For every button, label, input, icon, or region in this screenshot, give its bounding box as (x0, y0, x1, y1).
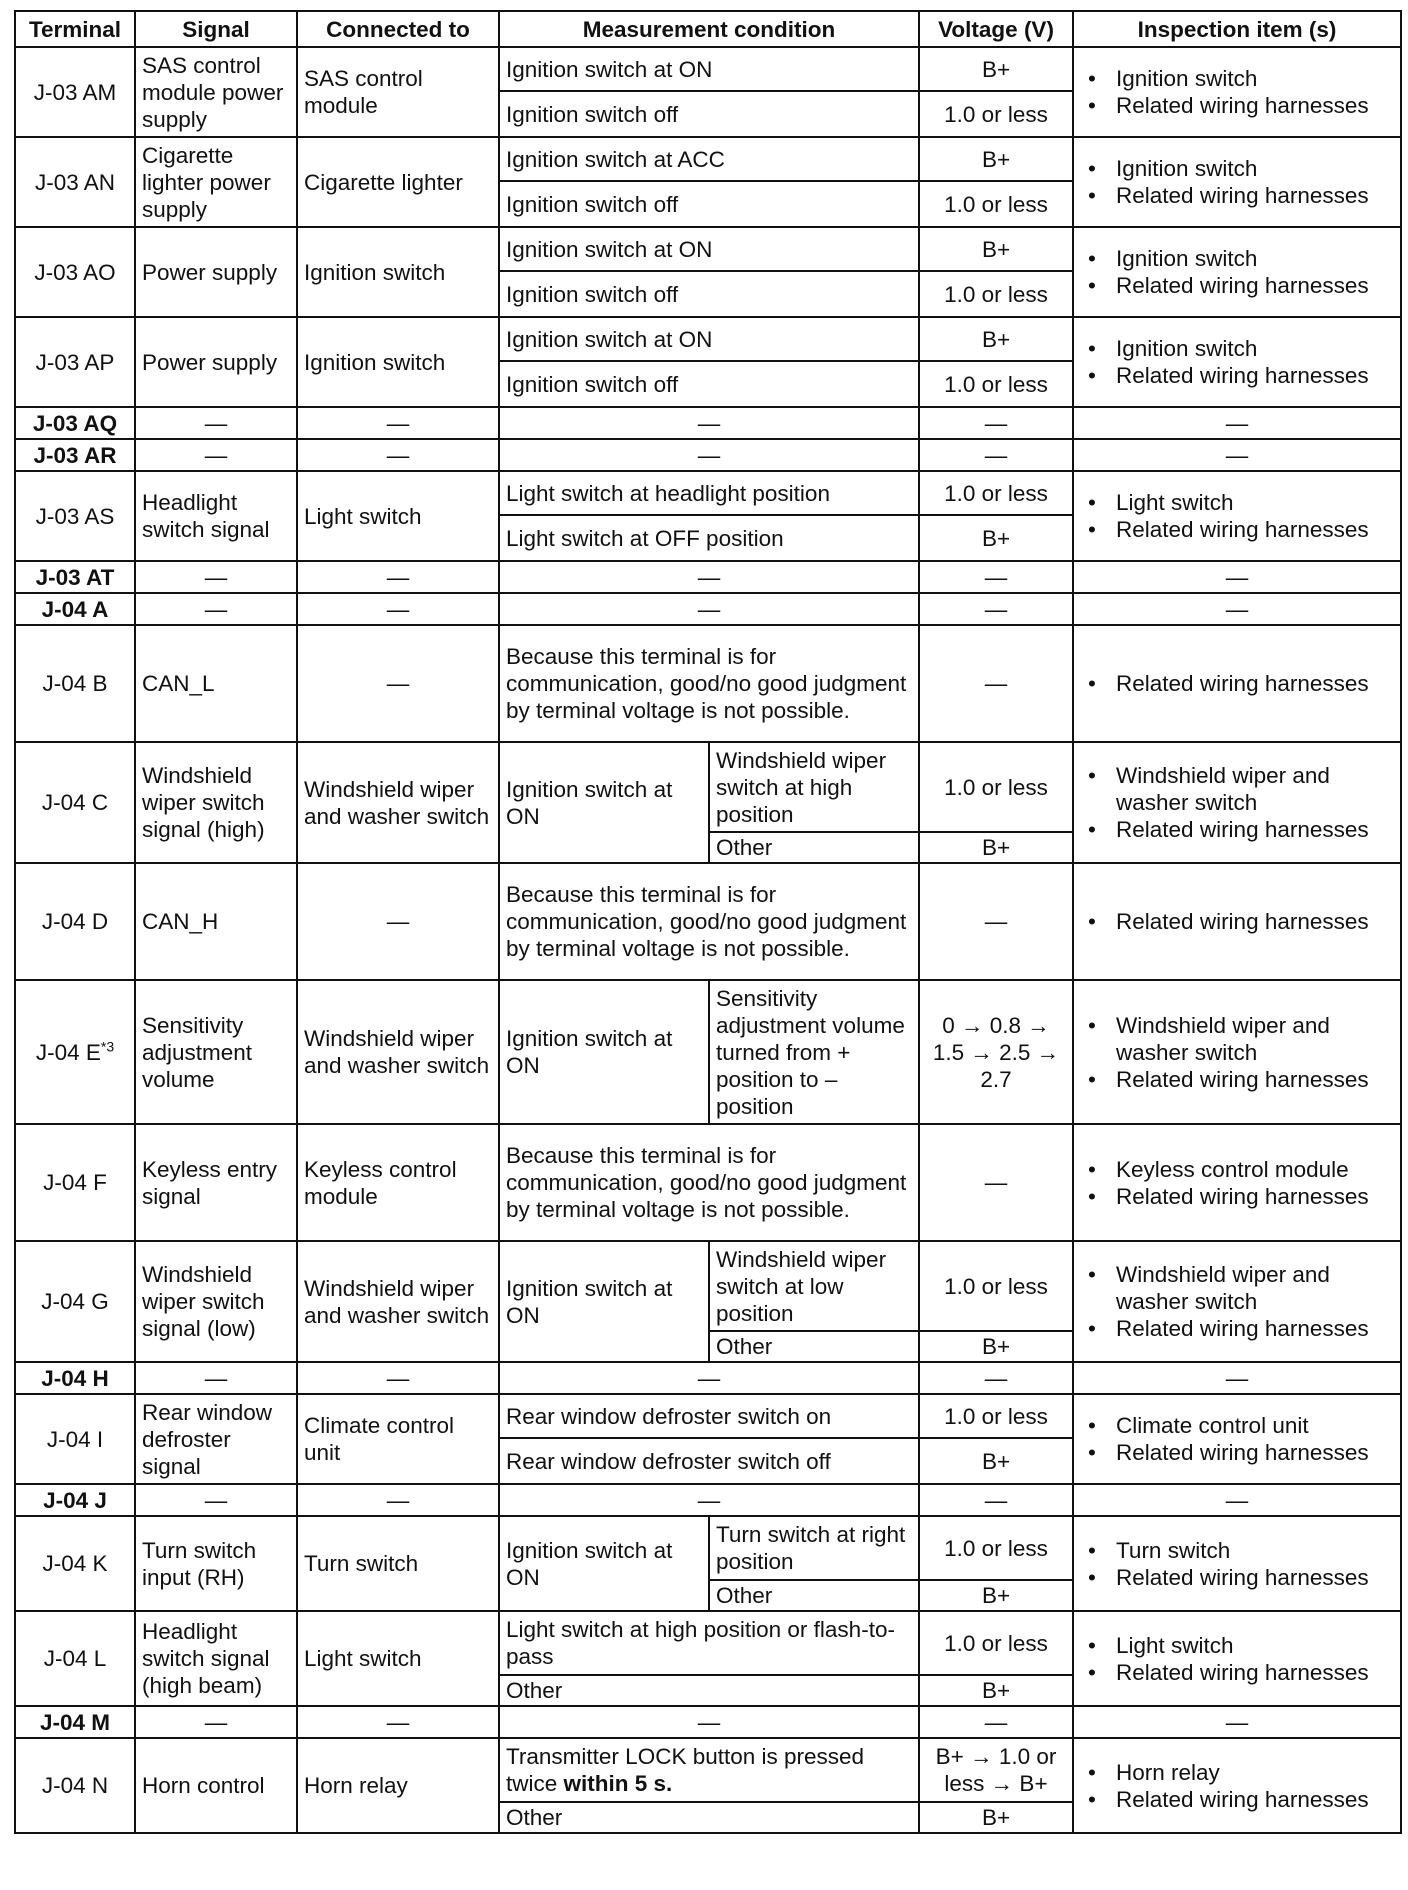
condition-cell: Because this terminal is for communication, good/no good judgment by terminal voltage is not possible. (499, 625, 919, 742)
condition-cell: — (499, 561, 919, 593)
terminal-cell (15, 980, 135, 1124)
connected-cell: — (297, 439, 499, 471)
voltage-cell: B+ (919, 227, 1073, 271)
condition-main-cell: Ignition switch at ON (499, 742, 709, 863)
condition-cell: — (499, 1362, 919, 1394)
voltage-cell: B+ (919, 515, 1073, 561)
connected-cell: Windshield wiper and washer switch (297, 980, 499, 1124)
voltage-cell: B+ (919, 1580, 1073, 1611)
condition-emphasis: within 5 s. (563, 1771, 673, 1796)
condition-sub-cell: Windshield wiper switch at high position (709, 742, 919, 832)
terminal-cell: J-04 L (15, 1611, 135, 1706)
table-row (15, 227, 1401, 271)
table-row (15, 1706, 1401, 1738)
signal-cell: CAN_L (135, 625, 297, 742)
inspection-cell: — (1073, 1706, 1401, 1738)
inspection-item: • Windshield wiper and washer switch (1116, 1261, 1394, 1315)
condition-cell: — (499, 1484, 919, 1516)
condition-cell: Ignition switch off (499, 91, 919, 137)
connected-cell: Climate control unit (297, 1394, 499, 1484)
connected-cell: — (297, 863, 499, 980)
voltage-cell: B+ (919, 47, 1073, 91)
voltage-cell: B+ (919, 1438, 1073, 1484)
voltage-cell: 1.0 or less (919, 181, 1073, 227)
inspection-item: • Related wiring harnesses (1116, 1439, 1394, 1466)
header-voltage: Voltage (V) (919, 11, 1073, 47)
inspection-item: • Keyless control module (1116, 1156, 1394, 1183)
inspection-item: • Horn relay (1116, 1759, 1394, 1786)
signal-cell: Sensitivity adjustment volume (135, 980, 297, 1124)
header-connected-to: Connected to (297, 11, 499, 47)
table-row (15, 1394, 1401, 1438)
table-row (15, 1241, 1401, 1331)
connected-cell: Cigarette lighter (297, 137, 499, 227)
condition-cell: — (499, 593, 919, 625)
signal-cell: — (135, 407, 297, 439)
condition-sub-cell: Other (709, 1331, 919, 1362)
voltage-cell: — (919, 625, 1073, 742)
inspection-cell (1073, 1124, 1401, 1241)
voltage-cell: 1.0 or less (919, 91, 1073, 137)
signal-cell: Keyless entry signal (135, 1124, 297, 1241)
signal-cell: Windshield wiper switch signal (high) (135, 742, 297, 863)
header-terminal: Terminal (15, 11, 135, 47)
inspection-item: • Ignition switch (1116, 335, 1394, 362)
inspection-cell: — (1073, 1484, 1401, 1516)
terminal-cell: J-03 AS (15, 471, 135, 561)
inspection-cell (1073, 1516, 1401, 1611)
inspection-item: • Related wiring harnesses (1116, 182, 1394, 209)
table-row (15, 471, 1401, 515)
condition-cell: Ignition switch at ON (499, 227, 919, 271)
connected-cell: Ignition switch (297, 227, 499, 317)
condition-cell: Light switch at headlight position (499, 471, 919, 515)
inspection-cell (1073, 317, 1401, 407)
voltage-cell: 1.0 or less (919, 271, 1073, 317)
voltage-cell: B+ (919, 832, 1073, 863)
inspection-item: • Related wiring harnesses (1116, 1315, 1394, 1342)
table-row (15, 137, 1401, 181)
connected-cell: Ignition switch (297, 317, 499, 407)
condition-cell: Light switch at high position or flash-to-pass (499, 1611, 919, 1675)
inspection-item: • Related wiring harnesses (1116, 92, 1394, 119)
condition-cell: Other (499, 1675, 919, 1706)
inspection-cell: — (1073, 407, 1401, 439)
connected-cell: Horn relay (297, 1738, 499, 1833)
inspection-item: • Related wiring harnesses (1116, 908, 1394, 935)
inspection-cell (1073, 47, 1401, 137)
signal-cell: Cigarette lighter power supply (135, 137, 297, 227)
signal-cell: SAS control module power supply (135, 47, 297, 137)
voltage-cell: 1.0 or less (919, 1394, 1073, 1438)
voltage-cell: 1.0 or less (919, 742, 1073, 832)
condition-sub-cell: Windshield wiper switch at low position (709, 1241, 919, 1331)
terminal-cell: J-04 G (15, 1241, 135, 1362)
connected-cell: Light switch (297, 471, 499, 561)
condition-main-cell: Ignition switch at ON (499, 1241, 709, 1362)
table-row (15, 1124, 1401, 1241)
terminal-cell: J-03 AT (15, 561, 135, 593)
inspection-cell: — (1073, 593, 1401, 625)
condition-cell: Rear window defroster switch on (499, 1394, 919, 1438)
condition-main-cell: Ignition switch at ON (499, 1516, 709, 1611)
terminal-cell: J-03 AO (15, 227, 135, 317)
table-row (15, 407, 1401, 439)
voltage-cell: 0 → 0.8 → 1.5 → 2.5 → 2.7 (919, 980, 1073, 1124)
condition-cell: — (499, 439, 919, 471)
inspection-item: • Related wiring harnesses (1116, 362, 1394, 389)
terminal-cell: J-04 H (15, 1362, 135, 1394)
terminal-cell: J-03 AN (15, 137, 135, 227)
inspection-cell (1073, 742, 1401, 863)
connected-cell: — (297, 1362, 499, 1394)
inspection-item: • Light switch (1116, 489, 1394, 516)
signal-cell: — (135, 1484, 297, 1516)
condition-cell: — (499, 1706, 919, 1738)
voltage-cell: 1.0 or less (919, 1611, 1073, 1675)
inspection-item: • Related wiring harnesses (1116, 816, 1394, 843)
condition-cell (499, 1738, 919, 1802)
voltage-cell: — (919, 1362, 1073, 1394)
signal-cell: Power supply (135, 227, 297, 317)
inspection-cell: — (1073, 561, 1401, 593)
table-row (15, 1484, 1401, 1516)
connected-cell: SAS control module (297, 47, 499, 137)
inspection-cell (1073, 1394, 1401, 1484)
connected-cell: — (297, 561, 499, 593)
condition-cell: Ignition switch at ACC (499, 137, 919, 181)
condition-cell: Rear window defroster switch off (499, 1438, 919, 1484)
condition-cell: Ignition switch at ON (499, 47, 919, 91)
header-signal: Signal (135, 11, 297, 47)
footnote-marker: *3 (100, 1038, 115, 1054)
voltage-cell: — (919, 1124, 1073, 1241)
table-row (15, 1611, 1401, 1675)
connected-cell: Light switch (297, 1611, 499, 1706)
voltage-cell: — (919, 407, 1073, 439)
terminal-voltage-table (14, 10, 1402, 1834)
connected-cell: Keyless control module (297, 1124, 499, 1241)
voltage-cell: — (919, 1484, 1073, 1516)
voltage-cell: — (919, 561, 1073, 593)
condition-cell: — (499, 407, 919, 439)
table-row (15, 561, 1401, 593)
connected-cell: Turn switch (297, 1516, 499, 1611)
table-row (15, 47, 1401, 91)
table-row (15, 439, 1401, 471)
voltage-cell: 1.0 or less (919, 1516, 1073, 1580)
inspection-item: • Ignition switch (1116, 65, 1394, 92)
inspection-item: • Related wiring harnesses (1116, 1659, 1394, 1686)
inspection-item: • Climate control unit (1116, 1412, 1394, 1439)
terminal-cell: J-04 B (15, 625, 135, 742)
inspection-cell (1073, 137, 1401, 227)
inspection-item: • Windshield wiper and washer switch (1116, 762, 1394, 816)
terminal-cell: J-04 N (15, 1738, 135, 1833)
table-row (15, 317, 1401, 361)
signal-cell: — (135, 593, 297, 625)
inspection-item: • Related wiring harnesses (1116, 1066, 1394, 1093)
voltage-cell: 1.0 or less (919, 1241, 1073, 1331)
voltage-cell: B+ (919, 1675, 1073, 1706)
voltage-cell: — (919, 593, 1073, 625)
condition-cell: Ignition switch off (499, 361, 919, 407)
voltage-cell: — (919, 1706, 1073, 1738)
terminal-cell: J-04 F (15, 1124, 135, 1241)
condition-cell: Because this terminal is for communication, good/no good judgment by terminal voltage is not possible. (499, 1124, 919, 1241)
voltage-cell: B+ (919, 137, 1073, 181)
voltage-cell: B+ (919, 317, 1073, 361)
inspection-cell (1073, 227, 1401, 317)
table-row (15, 1362, 1401, 1394)
signal-cell: Windshield wiper switch signal (low) (135, 1241, 297, 1362)
table-row (15, 625, 1401, 742)
inspection-item: • Light switch (1116, 1632, 1394, 1659)
signal-cell: CAN_H (135, 863, 297, 980)
condition-sub-cell: Other (709, 832, 919, 863)
signal-cell: Power supply (135, 317, 297, 407)
connected-cell: — (297, 593, 499, 625)
table-row (15, 593, 1401, 625)
inspection-item: • Turn switch (1116, 1537, 1394, 1564)
voltage-cell: — (919, 863, 1073, 980)
table-row (15, 980, 1401, 1124)
inspection-item: • Ignition switch (1116, 155, 1394, 182)
inspection-cell (1073, 625, 1401, 742)
condition-sub-cell: Turn switch at right position (709, 1516, 919, 1580)
inspection-cell (1073, 980, 1401, 1124)
voltage-cell: — (919, 439, 1073, 471)
header-row (15, 11, 1401, 47)
inspection-cell (1073, 1241, 1401, 1362)
terminal-cell: J-04 J (15, 1484, 135, 1516)
voltage-cell: B+ (919, 1331, 1073, 1362)
connected-cell: Windshield wiper and washer switch (297, 742, 499, 863)
inspection-item: • Related wiring harnesses (1116, 272, 1394, 299)
signal-cell: — (135, 439, 297, 471)
voltage-cell: B+ (919, 1802, 1073, 1833)
signal-cell: Headlight switch signal (high beam) (135, 1611, 297, 1706)
inspection-cell: — (1073, 439, 1401, 471)
signal-cell: — (135, 1362, 297, 1394)
terminal-cell: J-04 I (15, 1394, 135, 1484)
inspection-cell (1073, 863, 1401, 980)
condition-sub-cell: Other (709, 1580, 919, 1611)
inspection-item: • Related wiring harnesses (1116, 1183, 1394, 1210)
terminal-cell: J-03 AR (15, 439, 135, 471)
signal-cell: Horn control (135, 1738, 297, 1833)
signal-cell: Headlight switch signal (135, 471, 297, 561)
inspection-cell (1073, 1611, 1401, 1706)
terminal-cell: J-04 M (15, 1706, 135, 1738)
inspection-item: • Related wiring harnesses (1116, 516, 1394, 543)
connected-cell: — (297, 1706, 499, 1738)
voltage-cell: B+ → 1.0 or less → B+ (919, 1738, 1073, 1802)
table-row (15, 1516, 1401, 1580)
inspection-item: • Related wiring harnesses (1116, 670, 1394, 697)
connected-cell: — (297, 1484, 499, 1516)
table-row (15, 1738, 1401, 1802)
inspection-item: • Windshield wiper and washer switch (1116, 1012, 1394, 1066)
connected-cell: — (297, 625, 499, 742)
terminal-cell: J-04 A (15, 593, 135, 625)
inspection-cell (1073, 1738, 1401, 1833)
terminal-voltage-table-container (14, 10, 1400, 1834)
inspection-item: • Related wiring harnesses (1116, 1786, 1394, 1813)
header-measurement-condition: Measurement condition (499, 11, 919, 47)
table-row (15, 742, 1401, 832)
terminal-label: J-04 E (35, 1039, 101, 1065)
inspection-cell: — (1073, 1362, 1401, 1394)
condition-text: Transmitter LOCK button is pressed twice (506, 1744, 865, 1796)
terminal-cell: J-03 AQ (15, 407, 135, 439)
connected-cell: — (297, 407, 499, 439)
inspection-cell (1073, 471, 1401, 561)
condition-cell: Other (499, 1802, 919, 1833)
terminal-cell: J-04 C (15, 742, 135, 863)
voltage-cell: 1.0 or less (919, 361, 1073, 407)
signal-cell: Turn switch input (RH) (135, 1516, 297, 1611)
connected-cell: Windshield wiper and washer switch (297, 1241, 499, 1362)
condition-main-cell: Ignition switch at ON (499, 980, 709, 1124)
condition-cell: Ignition switch at ON (499, 317, 919, 361)
terminal-cell: J-03 AP (15, 317, 135, 407)
inspection-item: • Ignition switch (1116, 245, 1394, 272)
table-row (15, 863, 1401, 980)
terminal-cell: J-04 D (15, 863, 135, 980)
condition-sub-cell: Sensitivity adjustment volume turned from + position to – position (709, 980, 919, 1124)
condition-cell: Ignition switch off (499, 271, 919, 317)
terminal-cell: J-03 AM (15, 47, 135, 137)
signal-cell: Rear window defroster signal (135, 1394, 297, 1484)
terminal-cell: J-04 K (15, 1516, 135, 1611)
condition-cell: Because this terminal is for communication, good/no good judgment by terminal voltage is not possible. (499, 863, 919, 980)
voltage-cell: 1.0 or less (919, 471, 1073, 515)
signal-cell: — (135, 1706, 297, 1738)
condition-cell: Light switch at OFF position (499, 515, 919, 561)
signal-cell: — (135, 561, 297, 593)
inspection-item: • Related wiring harnesses (1116, 1564, 1394, 1591)
header-inspection-items: Inspection item (s) (1073, 11, 1401, 47)
condition-cell: Ignition switch off (499, 181, 919, 227)
